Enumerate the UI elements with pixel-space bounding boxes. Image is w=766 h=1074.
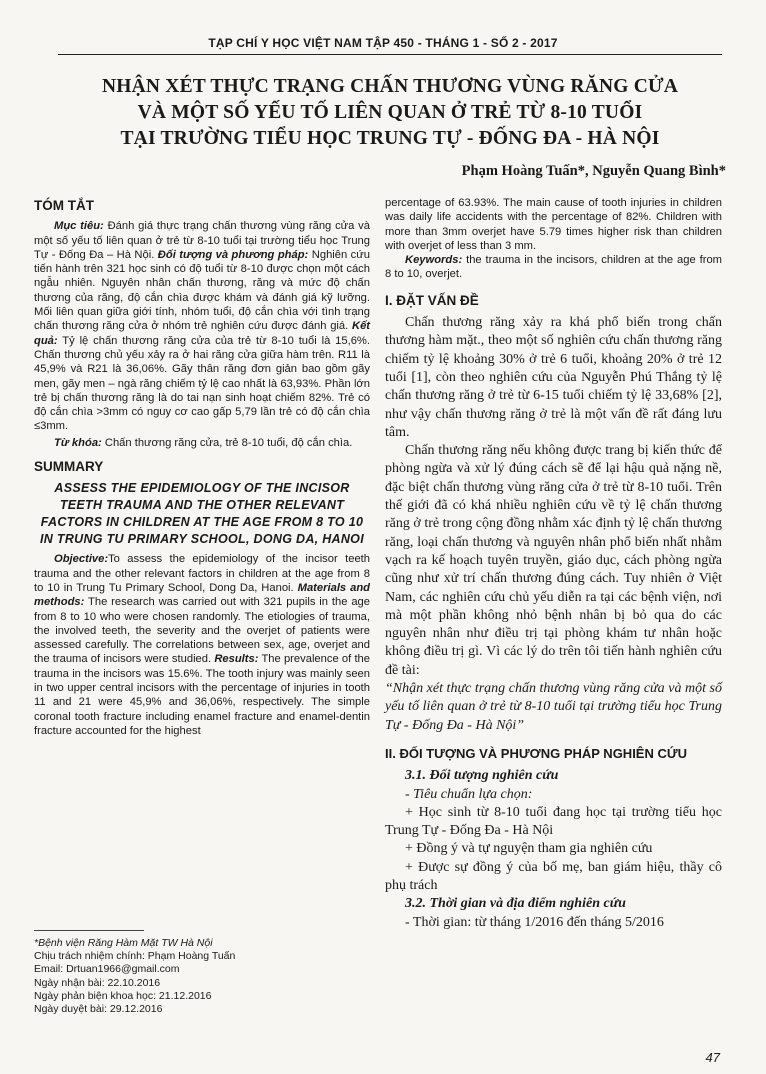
footnote-responsible: Chịu trách nhiệm chính: Phạm Hoàng Tuấn — [34, 950, 236, 963]
criteria-item-1: + Học sinh từ 8-10 tuổi đang học tại trường tiểu học Trung Tự - Đống Đa - Hà Nội — [385, 804, 722, 839]
article-title-line-3: TẠI TRƯỜNG TIỂU HỌC TRUNG TỰ - ĐỐNG ĐA - HÀ NỘI — [120, 128, 660, 149]
header-rule — [58, 54, 722, 55]
section-1-heading: I. ĐẶT VẤN ĐỀ — [385, 292, 479, 308]
section-2-heading: II. ĐỐI TƯỢNG VÀ PHƯƠNG PHÁP NGHIÊN CỨU — [385, 745, 688, 761]
methods-vn-text: Nghiên cứu tiến hành trên 321 học sinh có độ tuổi từ 8-10 được chọn một cách ngẫu nhiên. Nguyên nhân chấn thương, răng và mức độ chấn thương của răng, độ cắn chìa được khám và đánh giá kỹ lưỡng. Mối liên quan giữa giới tính, nhóm tuổi, độ cắn chìa với tình trạng chấn thương răng cửa ở nhóm trẻ nghiên cứu được đánh giá. — [34, 248, 370, 333]
results-en-label: Results: — [214, 653, 259, 666]
footnote-received: Ngày nhận bài: 22.10.2016 — [34, 976, 161, 989]
objective-en-label: Objective: — [54, 553, 109, 566]
keywords-vn — [34, 436, 370, 450]
criteria-item-3: + Được sự đồng ý của bố mẹ, ban giám hiệu, thầy cô phụ trách — [385, 859, 722, 893]
keywords-vn-text: Chấn thương răng cửa, trẻ 8-10 tuổi, độ cắn chìa. — [101, 436, 353, 449]
criteria-item-2: + Đồng ý và tự nguyện tham gia nghiên cứu — [405, 841, 653, 857]
footnote-affiliation: *Bệnh viện Răng Hàm Mặt TW Hà Nội — [34, 937, 213, 949]
keywords-en-label: Keywords: — [405, 254, 463, 267]
objective-en-text: To assess the epidemiology of the incisor teeth trauma and the other relevant factors in children at the age from 8 to 10 in Trung Tu Primary School, Dong Da, Hanoi. — [34, 553, 370, 594]
authors: Phạm Hoàng Tuấn*, Nguyễn Quang Bình* — [461, 163, 726, 179]
subsection-3-1-heading: 3.1. Đối tượng nghiên cứu — [405, 768, 559, 784]
materials-en-text: The research was carried out with 321 pupils in the age from 8 to 10 who were chosen randomly. The etiologies of trauma, the involved teeth, the severity and the overjet of patients were assessed carefully. The correlations between sex, age, overjet and the trauma of incisors were studied. — [34, 596, 370, 666]
intro-paragraph-1: Chấn thương răng xảy ra khá phổ biến trong chấn thương hàm mặt., theo một số nghiên cứu chấn thương răng chiếm tỷ lệ khoảng 30% ở trẻ 6 tuổi, khoảng 20% ở trẻ 12 tuổi [1], còn theo nghiên cứu của Nguyễn Phú Thắng tỷ lệ chấn thương răng ở trẻ từ 6-15 tuổi chiếm tỷ lệ 33,68% [2], như vậy chấn thương răng ở trẻ là một vấn đề rất đáng lưu tâm. — [385, 315, 722, 440]
criteria-label: - Tiêu chuẩn lựa chọn: — [405, 786, 533, 802]
results-en-text: The prevalence of the trauma in the incisors was 15.6%. The tooth injury was mainly seen in two upper central incisors with the percentage of injuries in tooth 11 and 21 were 45,9% and 36,06%, respectively. The simple coronal tooth fracture including enamel fracture and enamel-dentin fracture accounted for the highest — [34, 653, 370, 737]
left-column — [34, 196, 370, 738]
footnote-rule — [34, 930, 144, 931]
objective-vn-text: Đánh giá thực trạng chấn thương vùng răng cửa và một số yếu tố liên quan ở trẻ từ 8-10 tuổi tại trường tiểu học Trung Tự - Đống Đa – Hà Nội. — [34, 220, 370, 261]
abstract-en — [34, 552, 370, 738]
results-vn-label: Kết quả: — [34, 320, 371, 347]
footnote-email: Email: Drtuan1966@gmail.com — [34, 963, 180, 976]
footnote-reviewed: Ngày phản biện khoa học: 21.12.2016 — [34, 989, 212, 1002]
footnote-approved: Ngày duyệt bài: 29.12.2016 — [34, 1003, 163, 1016]
journal-header: TẠP CHÍ Y HỌC VIỆT NAM TẬP 450 - THÁNG 1 - SỐ 2 - 2017 — [208, 36, 558, 50]
article-title-line-2: VÀ MỘT SỐ YẾU TỐ LIÊN QUAN Ở TRẺ TỪ 8-10 TUỔI — [137, 102, 643, 123]
article-title-line-1: NHẬN XÉT THỰC TRẠNG CHẤN THƯƠNG VÙNG RĂNG CỬA — [102, 76, 678, 97]
abstract-vn — [34, 219, 370, 433]
materials-en-label: Materials and methods: — [34, 581, 371, 609]
results-en-continued: percentage of 63.93%. The main cause of tooth injuries in children was daily life accidents with the percentage of 82%. Children with more than 3mm overjet have 5.79 times higher risk than children with overjet of less than 3 mm. — [385, 197, 722, 252]
intro-paragraph-2: Chấn thương răng nếu không được trang bị kiến thức để phòng ngừa và xử lý đúng cách sẽ để lại hậu quả nặng nề, đặc biệt chấn thương vùng răng cửa ở trẻ từ 8-10 tuổi. Trên thế giới đã có khá nhiều nghiên cứu về tỷ lệ chấn thương răng ở trẻ trong cộng đồng nhằm xác định tỷ lệ chấn thương răng, loại chấn thương và nguyên nhân phổ biến nhất nhằm vạch ra kế hoạch tuyên truyền, giáo dục, cách phòng ngừa cũng như xử trí chấn thương đúng cách. Tuy nhiên ở Việt Nam, các nghiên cứu chủ yếu diễn ra tại các bệnh viện, nơi mà một phần không nhỏ bệnh nhân bị bỏ qua do các nguyên nhân như điều trị tại phòng khám tư nhân hoặc không điều trị gì. Vì các lý do trên tôi tiến hành nghiên cứu đề tài: — [385, 443, 722, 678]
results-vn-text: Tỷ lệ chấn thương răng cửa của trẻ từ 8-10 tuổi là 15,6%. Chấn thương chủ yếu xảy ra ở hai răng cửa giữa hàm trên. R11 là 45,9% và R21 là 36,06%. Gãy thân răng đơn giản bao gồm gãy men, gãy men – ngà răng chiếm tỷ lệ cao nhất là 63,93%. Phần lớn trẻ bị chấn thương răng là do tai nạn sinh hoạt chiếm 82%. Trẻ có độ cắn chìa >3mm có nguy cơ cao gấp 5,79 lần trẻ có độ cắn chìa ≤3mm. — [34, 334, 370, 433]
english-title: ASSESS THE EPIDEMIOLOGY OF THE INCISOR TEETH TRAUMA AND THE OTHER RELEVANT FACTORS IN CHILDREN AT THE AGE FROM 8 TO 10 IN TRUNG TU PRIMARY SCHOOL, DONG DA, HANOI — [40, 481, 364, 547]
summary-en-heading: SUMMARY — [34, 459, 104, 475]
keywords-en-text: the trauma in the incisors, children at the age from 8 to 10, overjet. — [385, 254, 722, 281]
keywords-vn-label: Từ khóa: — [54, 436, 102, 449]
study-title-quote: “Nhận xét thực trạng chấn thương vùng răng cửa và một số yếu tố liên quan ở trẻ từ 8-10 tuổi tại trường tiểu học Trung Tự - Đống Đa - Hà Nội” — [385, 681, 722, 733]
keywords-en — [385, 253, 722, 282]
footnotes — [34, 937, 364, 1016]
objective-vn-label: Mục tiêu: — [54, 220, 104, 233]
subsection-3-2-heading: 3.2. Thời gian và địa điểm nghiên cứu — [405, 896, 626, 912]
page-number: 47 — [705, 1050, 720, 1065]
right-column — [385, 196, 722, 932]
introduction-body — [385, 292, 722, 932]
study-time: - Thời gian: từ tháng 1/2016 đến tháng 5/2016 — [405, 914, 664, 930]
methods-vn-label: Đối tượng và phương pháp: — [157, 248, 309, 261]
summary-vn-heading: TÓM TẮT — [34, 198, 94, 213]
